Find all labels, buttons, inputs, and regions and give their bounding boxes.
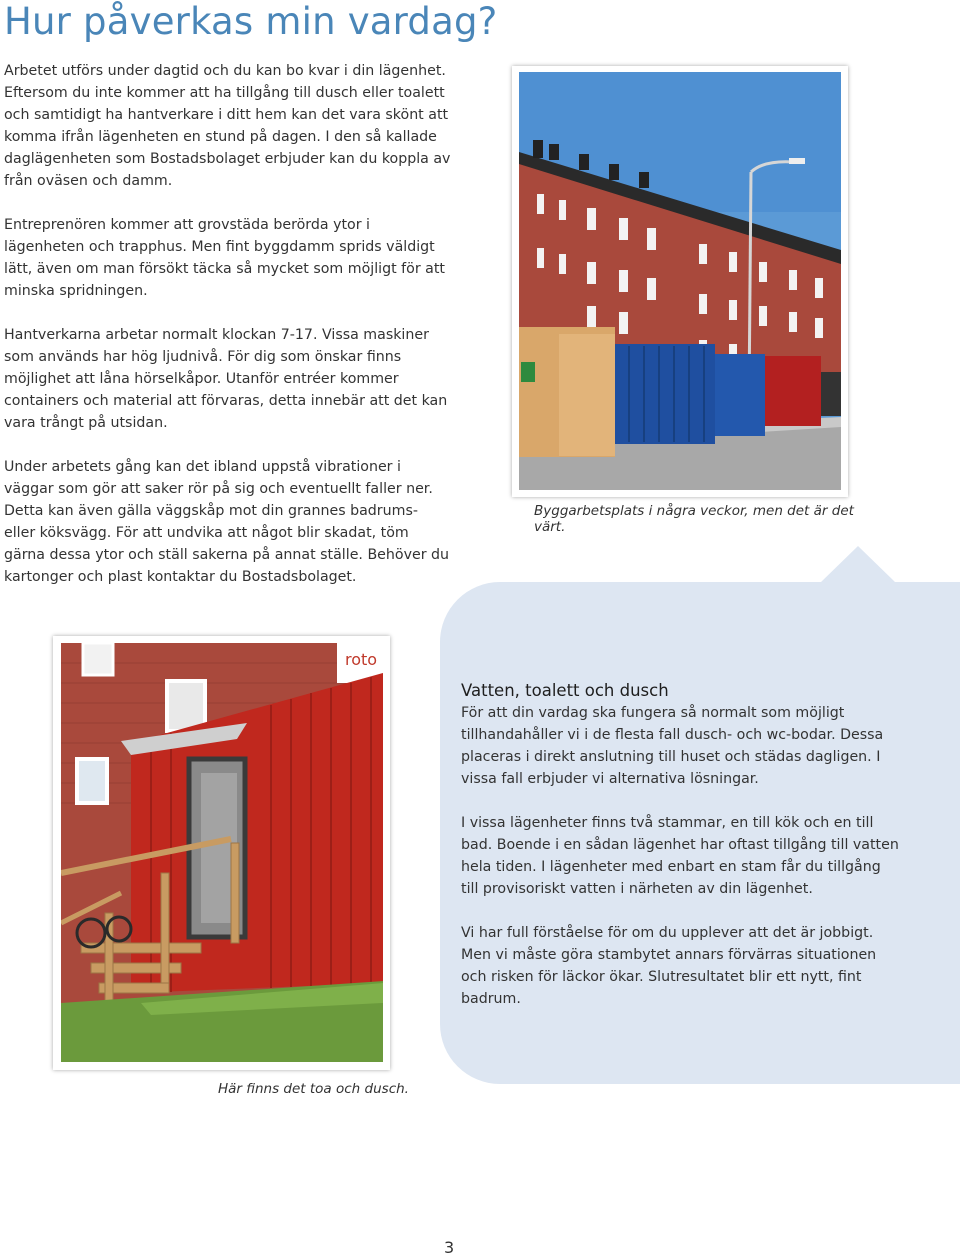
info-panel-heading: Vatten, toalett och dusch (461, 681, 669, 700)
paragraph-vibrations: Under arbetets gång kan det ibland uppstå vibrationer i väggar som gör att saker rör på sig och eventuellt faller ner. Detta kan även gälla väggskåp mot din grannes badrums- eller köksvägg. För att undvika att något blir skadat, töm gärna dessa ytor och ställ sakerna på annat ställe. Behöver du kartonger och plast kontaktar du Bostadsbolaget. (4, 459, 450, 585)
paragraph-daytime-work: Arbetet utförs under dagtid och du kan bo kvar i din lägenhet. Eftersom du inte kommer att ha tillgång till dusch eller toalett och samtidigt ha hantverkare i ditt hem kan det vara skönt att komma ifrån lägenheten en stund på dagen. I den så kallade daglägenheten som Bostadsbolaget erbjuder kan du koppla av från oväsen och damm. (4, 63, 451, 189)
photo-sign-text: roto (345, 650, 378, 669)
toilet-shower-unit-image (61, 643, 383, 1062)
photo-caption-toilet: Här finns det toa och dusch. (218, 1081, 409, 1097)
paragraph-working-hours: Hantverkarna arbetar normalt klockan 7-17. Vissa maskiner som används har hög ljudnivå. För dig som önskar finns möjlighet att låna hörselkåpor. Utanför entréer kommer containers och material att förvaras, detta innebär att det kan vara trångt på utsidan. (4, 327, 448, 431)
page-number: 3 (444, 1238, 455, 1257)
construction-site-image (519, 72, 841, 490)
info-paragraph-stammar: I vissa lägenheter finns två stammar, en till kök och en till bad. Boende i en sådan lägenhet har oftast tillgång till vatten hela tiden. I lägenheter med enbart en stam får du tillgång till provisoriskt vatten i närheten av din lägenhet. (461, 815, 899, 897)
info-panel-text (461, 680, 901, 1032)
info-paragraph-understanding: Vi har full förståelse för om du upplever att det är jobbigt. Men vi måste göra stambytet annars förvärras situationen och risken för läckor ökar. Slutresultatet blir ett nytt, fint badrum. (461, 925, 877, 1007)
photo-caption-construction: Byggarbetsplats i några veckor, men det är det värt. (534, 503, 854, 535)
toilet-shower-unit-photo (53, 636, 390, 1070)
panel-notch (820, 546, 896, 583)
info-paragraph-bodar: För att din vardag ska fungera så normalt som möjligt tillhandahåller vi i de flesta fall dusch- och wc-bodar. Dessa placeras i direkt anslutning till huset och städas dagligen. I vissa fall erbjuder vi alternativa lösningar. (461, 705, 884, 787)
construction-site-photo (512, 66, 848, 497)
page-title: Hur påverkas min vardag? (4, 0, 498, 43)
paragraph-cleaning: Entreprenören kommer att grovstäda berörda ytor i lägenheten och trapphus. Men fint byggdamm sprids väldigt lätt, även om man försökt täcka så mycket som möjligt för att minska spridningen. (4, 217, 445, 299)
main-text-column (4, 60, 452, 610)
